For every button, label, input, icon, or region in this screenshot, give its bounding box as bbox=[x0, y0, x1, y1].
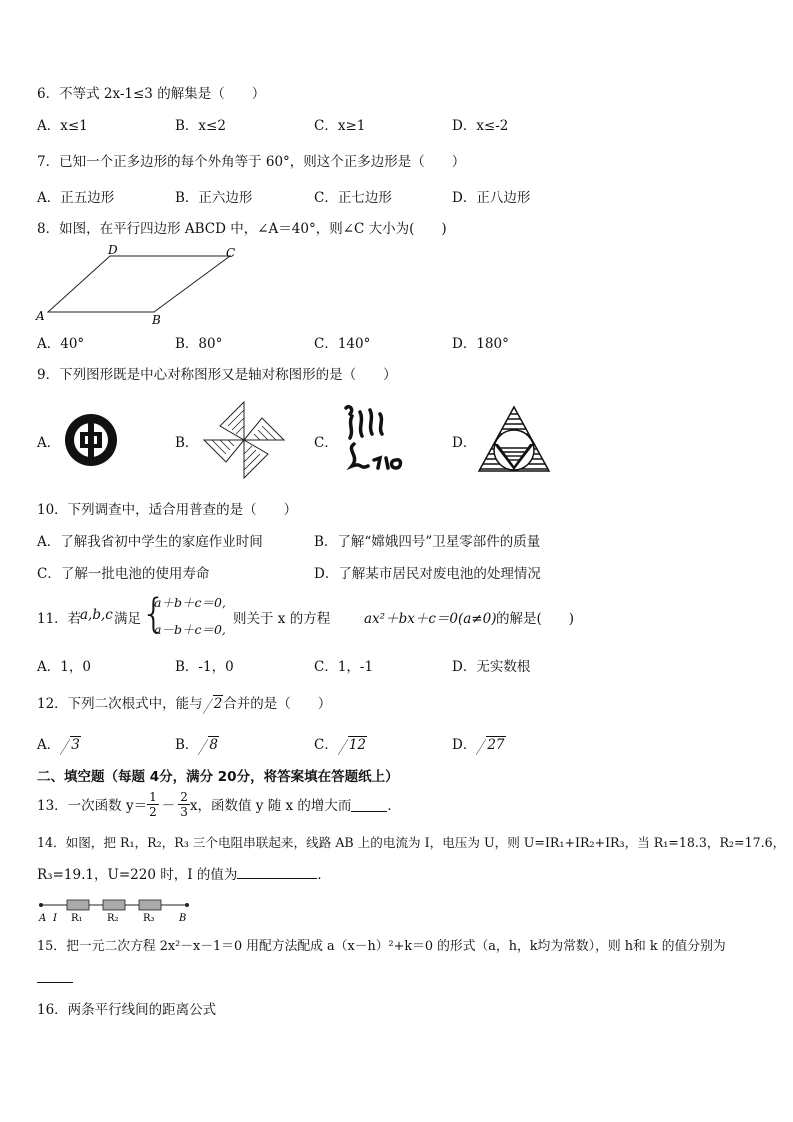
calligraphy-emblem-figure bbox=[340, 400, 410, 476]
q15-line1: 15．把一元二次方程 2x²－x－1＝0 用配方法配成 a（x－h）²+k＝0 的形式（a，h，k均为常数），则 h和 k 的值分别为 bbox=[37, 939, 726, 954]
q10-stem: 10．下列调查中，适合用普查的是（ ） bbox=[37, 502, 298, 518]
q10-option-d: D．了解某市居民对废电池的处理情况 bbox=[314, 566, 541, 582]
vertex-label-c: C bbox=[226, 246, 236, 260]
q9-option-a: A． bbox=[37, 435, 61, 451]
q11-option-c: C．1，-1 bbox=[314, 659, 374, 675]
circuit-figure bbox=[37, 897, 197, 925]
q8-stem: 8．如图，在平行四边形 ABCD 中，∠A＝40°，则∠C 大小为( ) bbox=[37, 221, 447, 237]
q9-stem: 9．下列图形既是中心对称图形又是轴对称图形的是（ ） bbox=[37, 367, 397, 383]
q12-stem-pre: 12．下列二次根式中，能与 bbox=[37, 696, 203, 712]
q11-vars: a,b,c bbox=[80, 607, 113, 623]
vertex-label-b: B bbox=[152, 313, 161, 327]
triangle-circle-figure bbox=[476, 404, 552, 474]
q8-option-a: A．40° bbox=[37, 336, 85, 352]
q7-option-b: B．正六边形 bbox=[175, 190, 253, 206]
q6-option-c: C．x≥1 bbox=[314, 118, 366, 134]
q9-option-c: C． bbox=[314, 435, 338, 451]
q14-line1: 14．如图，把 R₁，R₂，R₃ 三个电阻串联起来，线路 AB 上的电流为 I，电压为 U，则 U=IR₁+IR₂+IR₃，当 R₁=18.3，R₂=17.6， bbox=[37, 835, 786, 850]
q11-option-b: B．-1，0 bbox=[175, 659, 234, 675]
q7-option-d: D．正八边形 bbox=[452, 190, 531, 206]
q6-option-a: A．x≤1 bbox=[37, 118, 88, 134]
circuit-label-b: B bbox=[179, 913, 187, 924]
q11-middle: 则关于 x 的方程 bbox=[233, 611, 331, 627]
q6-option-b: B．x≤2 bbox=[175, 118, 226, 134]
q13-stem: 13．一次函数 y＝ $\frac{1}{2}$ － $\frac{2}{3}$ x，函数值 y 随 x 的增大而 ． bbox=[37, 789, 401, 819]
parallelogram-figure bbox=[34, 240, 244, 328]
q11-eq2: a－b＋c＝0, bbox=[154, 622, 226, 637]
q13-fraction-1: $\frac{1}{2}$ bbox=[149, 789, 157, 819]
q9-option-d: D． bbox=[452, 435, 477, 451]
q13-fraction-2: $\frac{2}{3}$ bbox=[180, 789, 188, 819]
section-heading: 二、填空题（每题 4分，满分 20分，将答案填在答题纸上） bbox=[37, 769, 399, 785]
q11-equation: ax²＋bx＋c＝0(a≠0) bbox=[364, 611, 497, 627]
q15-answer-blank[interactable] bbox=[37, 982, 73, 983]
q12-option-a: A． 3 bbox=[37, 737, 80, 753]
q10-option-a: A．了解我省初中学生的家庭作业时间 bbox=[37, 534, 263, 550]
q10-option-b: B．了解“嫦娥四号”卫星零部件的质量 bbox=[314, 534, 541, 550]
q14-answer-blank[interactable] bbox=[237, 864, 317, 879]
circuit-label-r1: R₁ bbox=[71, 913, 83, 924]
circuit-label-r2: R₂ bbox=[107, 913, 119, 924]
q12-stem-post: 合并的是（ ） bbox=[223, 696, 332, 712]
q11-satisfy: 满足 bbox=[114, 611, 141, 627]
bank-logo-figure bbox=[62, 412, 120, 468]
q12-option-b: B． 8 bbox=[175, 737, 219, 753]
q7-stem: 7．已知一个正多边形的每个外角等于 60°，则这个正多边形是（ ） bbox=[37, 154, 466, 170]
q11-option-d: D．无实数根 bbox=[452, 659, 531, 675]
pinwheel-figure bbox=[200, 398, 290, 482]
q6-stem: 6．不等式 2x-1≤3 的解集是（ ） bbox=[37, 86, 266, 102]
q16-stem: 16．两条平行线间的距离公式 bbox=[37, 1002, 217, 1018]
q11-prefix: 11．若 bbox=[37, 611, 82, 627]
q14-line2: R₃=19.1，U=220 时，I 的值为 ． bbox=[37, 863, 331, 883]
q8-option-c: C．140° bbox=[314, 336, 371, 352]
circuit-label-r3: R₃ bbox=[143, 913, 155, 924]
q12-stem bbox=[37, 692, 331, 712]
q12-radicand: 2 bbox=[213, 696, 223, 712]
q9-option-b: B． bbox=[175, 435, 199, 451]
q12-sqrt bbox=[203, 696, 224, 712]
vertex-label-a: A bbox=[36, 309, 45, 323]
q8-option-b: B．80° bbox=[175, 336, 223, 352]
q6-option-d: D．x≤-2 bbox=[452, 118, 509, 134]
q7-option-a: A．正五边形 bbox=[37, 190, 115, 206]
q8-option-d: D．180° bbox=[452, 336, 509, 352]
circuit-label-i: I bbox=[53, 913, 57, 924]
circuit-label-a: A bbox=[39, 913, 47, 924]
q12-option-c: C． 12 bbox=[314, 737, 367, 753]
q11-eq1: a＋b＋c＝0, bbox=[154, 595, 226, 610]
q11-system-brace: { bbox=[141, 591, 167, 637]
q11-suffix: 的解是( ) bbox=[496, 611, 575, 627]
q11-option-a: A．1，0 bbox=[37, 659, 91, 675]
q13-answer-blank[interactable] bbox=[351, 797, 387, 812]
vertex-label-d: D bbox=[108, 243, 118, 257]
q12-option-d: D． 27 bbox=[452, 737, 505, 753]
q7-option-c: C．正七边形 bbox=[314, 190, 392, 206]
q10-option-c: C．了解一批电池的使用寿命 bbox=[37, 566, 210, 582]
